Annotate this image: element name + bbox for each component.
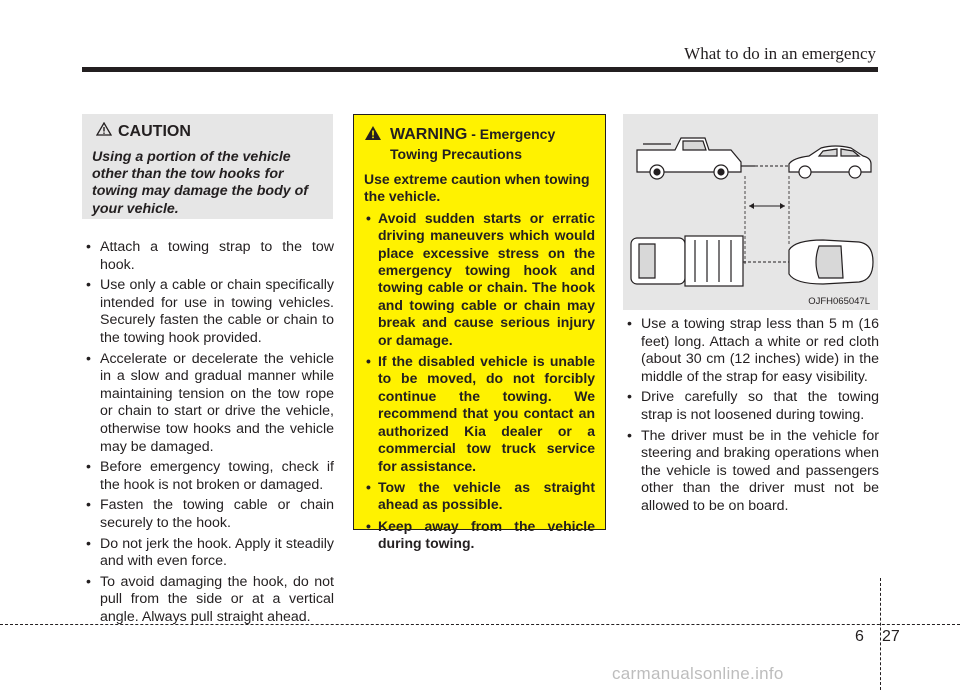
warning-list-item: • If the disabled vehicle is unable to be moved, do not forcibly continue the towing. We recommend that you contact an authorized Kia dealer or a commercial tow truck service for assistance. bbox=[364, 353, 595, 475]
list-item: • Before emergency towing, check if the hook is not broken or damaged. bbox=[82, 459, 334, 494]
warning-box bbox=[353, 114, 606, 552]
footer-rule bbox=[0, 624, 960, 625]
list-item: • To avoid damaging the hook, do not pull from the side or at a vertical angle. Always pull straight ahead. bbox=[82, 574, 334, 627]
list-item: • Use only a cable or chain specifically intended for use in towing vehicles. Securely fasten the cable or chain to the towing hook provided. bbox=[82, 277, 334, 347]
warning-subtitle: Towing Precautions bbox=[390, 146, 522, 162]
caution-text: Using a portion of the vehicle other than the tow hooks for towing may damage the body of your vehicle. bbox=[92, 149, 308, 217]
chapter-number: 6 bbox=[855, 628, 864, 645]
tow-truck-top-view bbox=[631, 236, 743, 286]
section-title: What to do in an emergency bbox=[684, 44, 876, 63]
caution-triangle-icon bbox=[96, 122, 112, 141]
watermark: carmanualsonline.info bbox=[612, 664, 784, 683]
towing-diagram bbox=[623, 114, 878, 310]
list-item: • Fasten the towing cable or chain securely to the hook. bbox=[82, 497, 334, 532]
warning-heading bbox=[364, 125, 595, 146]
warning-intro: Use extreme caution when towing the vehicle. bbox=[364, 171, 590, 205]
warning-label-suffix: - Emergency bbox=[467, 126, 556, 142]
warning-triangle-icon bbox=[364, 125, 382, 146]
car-side-view bbox=[789, 146, 871, 178]
list-item: • Accelerate or decelerate the vehicle in a slow and gradual manner while maintaining tension on the tow rope or chain to start or drive the vehicle, otherwise tow hooks and the vehicle may be damaged. bbox=[82, 351, 334, 457]
left-column bbox=[82, 239, 334, 629]
caution-box bbox=[82, 114, 333, 219]
list-item: • Use a towing strap less than 5 m (16 feet) long. Attach a white or red cloth (about 30 cm (12 inches) wide) in the middle of the strap for easy visibility. bbox=[623, 316, 879, 386]
warning-label: WARNING bbox=[390, 126, 468, 143]
header-rule bbox=[82, 67, 878, 72]
warning-list-item: • Avoid sudden starts or erratic driving maneuvers which would place excessive stress on the emergency towing hook and towing cable or chain. The hook and towing cable or chain may break and cause serious injury or damage. bbox=[364, 210, 595, 349]
warning-list-item: • Keep away from the vehicle during towing. bbox=[364, 518, 595, 553]
page-divider bbox=[880, 578, 881, 690]
figure-code: OJFH065047L bbox=[808, 296, 870, 307]
right-column bbox=[623, 316, 879, 519]
list-item: • Do not jerk the hook. Apply it steadily and with even force. bbox=[82, 536, 334, 571]
warning-list-item: • Tow the vehicle as straight ahead as possible. bbox=[364, 479, 595, 514]
list-item: • Attach a towing strap to the tow hook. bbox=[82, 239, 334, 274]
list-item: • Drive carefully so that the towing strap is not loosened during towing. bbox=[623, 389, 879, 424]
tow-truck-side-view bbox=[637, 138, 755, 179]
list-item: • The driver must be in the vehicle for steering and braking operations when the vehicle is towed and passengers other than the driver must not be allowed to be on board. bbox=[623, 428, 879, 516]
car-top-view bbox=[789, 240, 873, 284]
caution-heading bbox=[92, 122, 323, 141]
page-number: 27 bbox=[882, 628, 900, 645]
towing-illustration bbox=[623, 114, 878, 310]
caution-label: CAUTION bbox=[118, 122, 191, 140]
